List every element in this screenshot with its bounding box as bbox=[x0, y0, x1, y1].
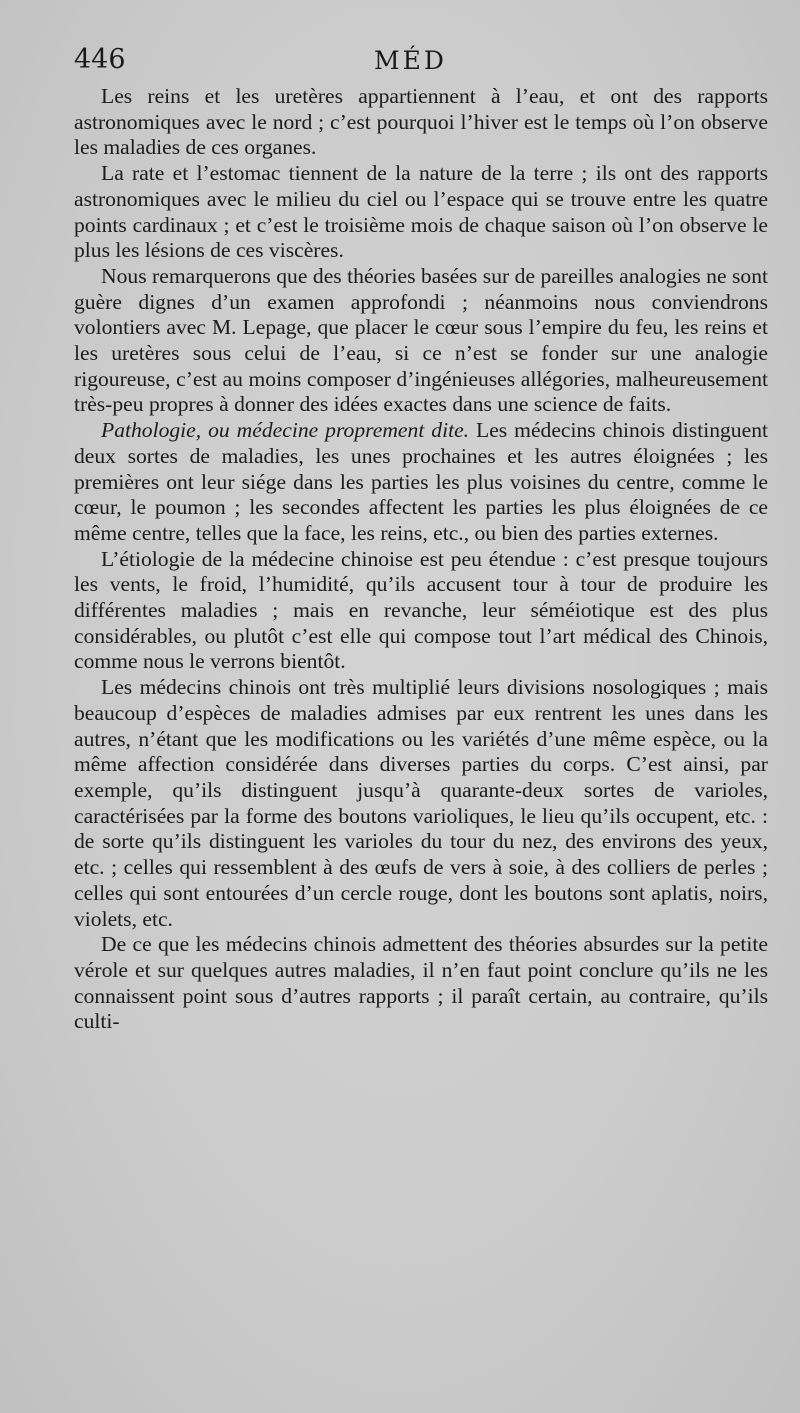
paragraph-text: Nous remarquerons que des théories basées sur de pareilles analogies ne sont guère dignes d’un examen approfondi ; néanmoins nous conviendrons volontiers avec M. Lepage, que placer le cœur sous l’empire du feu, les reins et les uretères sous celui de l’eau, si ce n’est se fonder sur une analogie rigoureuse, c’est au moins composer d’ingénieuses allégories, malheureusement très-peu propres à donner des idées exactes dans une science de faits. bbox=[74, 263, 768, 417]
page-header bbox=[74, 44, 774, 84]
paragraph-text: De ce que les médecins chinois admettent des théories absurdes sur la petite vérole et sur quelques autres maladies, il n’en faut point conclure qu’ils ne les connaissent point sous d’autres rapports ; il paraît certain, au contraire, qu’ils culti- bbox=[74, 932, 768, 1034]
paragraph-pathologie bbox=[74, 418, 768, 547]
paragraph-text: Les médecins chinois ont très multiplié leurs divisions nosologiques ; mais beaucoup d’espèces de maladies admises par eux rentrent les unes dans les autres, n’étant que les modifications ou les variétés d’une même espèce, ou la même affection considérée dans diverses parties du corps. C’est ainsi, par exemple, qu’ils distinguent jusqu’à quarante-deux sortes de varioles, caractérisées par la forme des boutons varioliques, le lieu qu’ils occupent, etc. : de sorte qu’ils distinguent les varioles du tour du nez, des environs des yeux, etc. ; celles qui ressemblent à des œufs de vers à soie, à des colliers de perles ; celles qui sont entourées d’un cercle rouge, dont les boutons sont aplatis, noirs, violets, etc. bbox=[74, 675, 768, 931]
running-head: MÉD bbox=[374, 46, 447, 75]
paragraph-reins bbox=[74, 84, 768, 161]
page-number: 446 bbox=[74, 44, 126, 75]
body-text bbox=[74, 84, 768, 1035]
paragraph-petite-verole bbox=[74, 932, 768, 1035]
section-heading: Pathologie, ou médecine proprement dite. bbox=[101, 418, 470, 443]
paragraph-text: Les reins et les uretères appartiennent à l’eau, et ont des rapports astronomiques avec le nord ; c’est pourquoi l’hiver est le temps où l’on observe les maladies de ces organes. bbox=[74, 84, 768, 160]
paragraph-text: La rate et l’estomac tiennent de la nature de la terre ; ils ont des rapports astronomiques avec le milieu du ciel ou l’espace qui se trouve entre les quatre points cardinaux ; et c’est le troisième mois de chaque saison où l’on observe le plus les lésions de ces viscères. bbox=[74, 161, 768, 263]
paragraph-text: L’étiologie de la médecine chinoise est peu étendue : c’est presque toujours les vents, le froid, l’humidité, qu’ils accusent tour à tour de produire les différentes maladies ; mais en revanche, leur séméiotique est des plus considérables, ou plutôt c’est elle qui compose tout l’art médical des Chinois, comme nous le verrons bientôt. bbox=[74, 546, 768, 674]
paragraph-rate bbox=[74, 161, 768, 264]
paragraph-etiologie bbox=[74, 547, 768, 676]
paragraph-theories bbox=[74, 264, 768, 418]
paragraph-text: Les médecins chinois distinguent deux sortes de maladies, les unes prochaines et les autres éloignées ; les premières ont leur siége dans les parties les plus voisines du centre, comme le cœur, le poumon ; les secondes affectent les parties les plus éloignées de ce même centre, telles que la face, les reins, etc., ou bien des parties externes. bbox=[74, 418, 768, 545]
paragraph-nosologie bbox=[74, 675, 768, 932]
